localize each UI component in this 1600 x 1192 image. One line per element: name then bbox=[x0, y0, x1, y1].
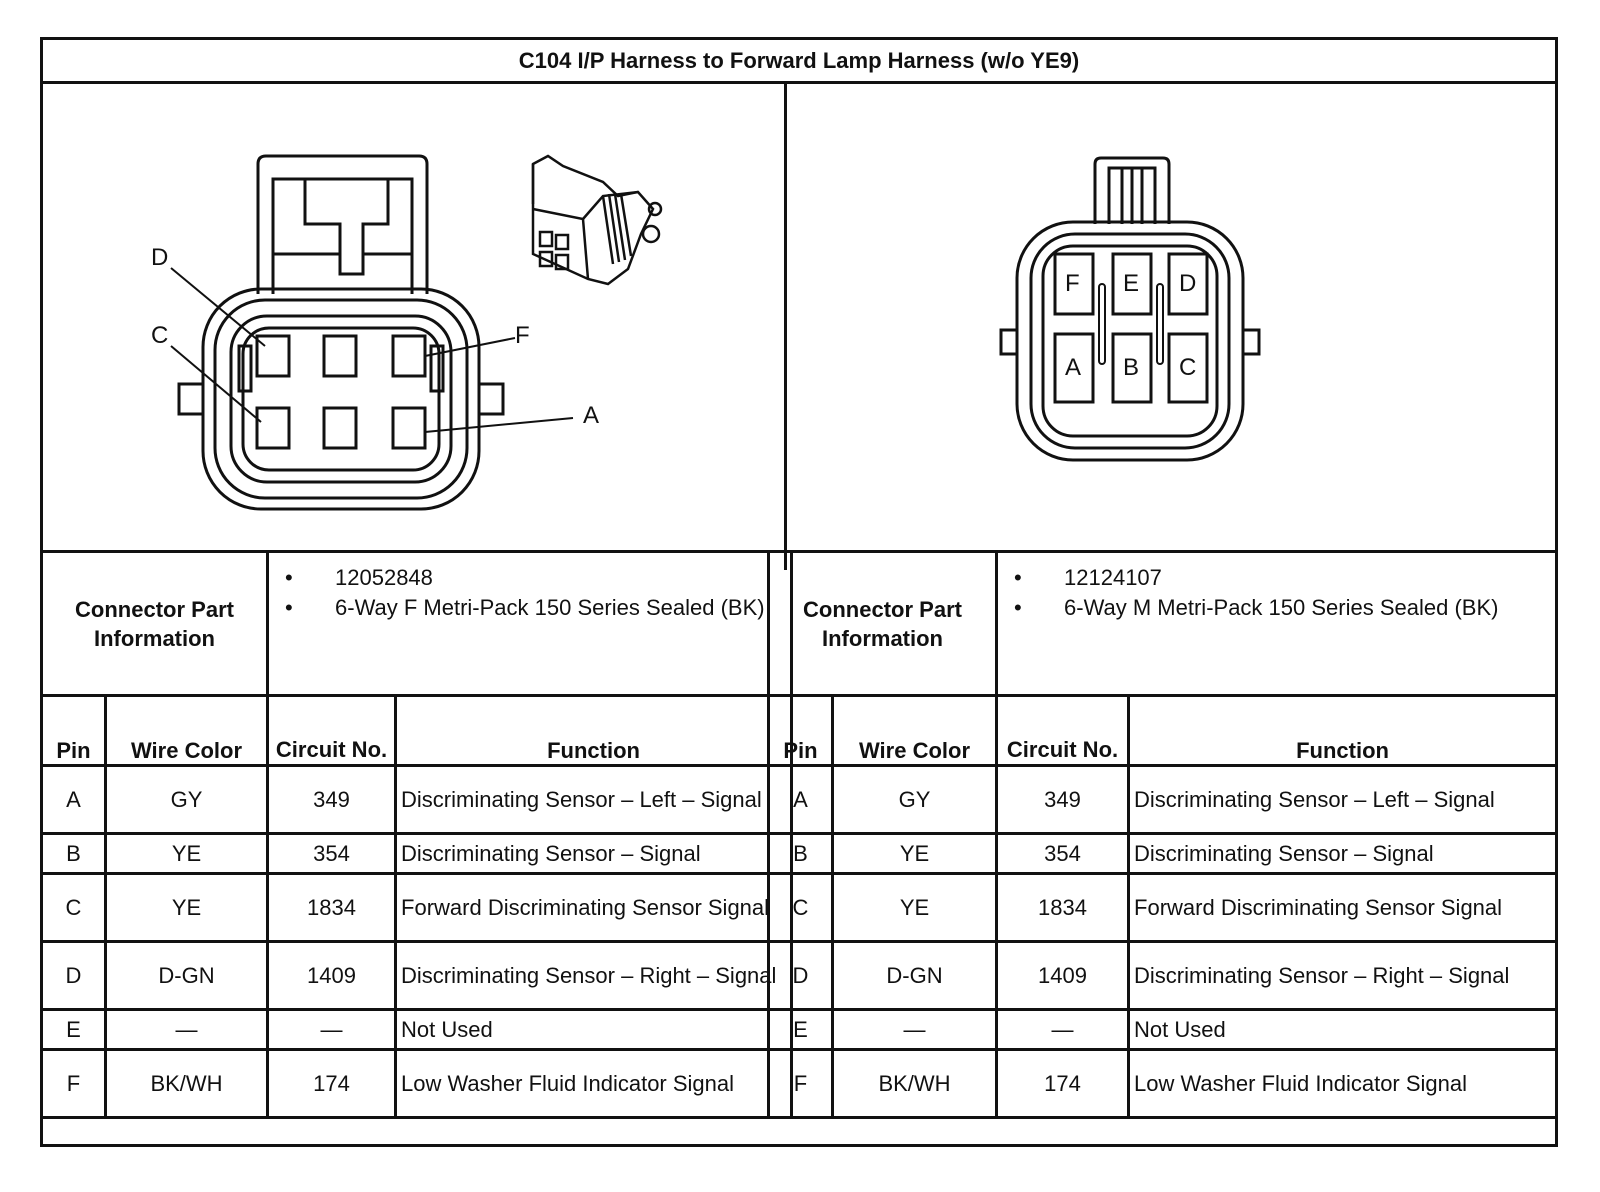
wire-color-cell: YE bbox=[833, 834, 997, 874]
connector-part-info bbox=[997, 552, 1557, 696]
circuit-cell: — bbox=[997, 1010, 1129, 1050]
connector-part-info-label: Connector Part Information bbox=[42, 552, 268, 696]
pin-cell: E bbox=[769, 1010, 833, 1050]
wire-color-cell: GY bbox=[833, 766, 997, 834]
pin-label-b-male: B bbox=[1123, 354, 1140, 381]
function-cell: Discriminating Sensor – Right – Signal bbox=[1129, 942, 1557, 1010]
pin-label-c: C bbox=[151, 322, 169, 349]
pin-label-a: A bbox=[583, 402, 600, 429]
table-row bbox=[769, 834, 1557, 874]
table-row bbox=[42, 942, 792, 1010]
pin-cell: F bbox=[42, 1050, 106, 1118]
wire-color-cell: YE bbox=[106, 874, 268, 942]
pin-cell: B bbox=[42, 834, 106, 874]
isometric-connector-view bbox=[533, 156, 661, 284]
function-cell: Discriminating Sensor – Left – Signal bbox=[396, 766, 792, 834]
table-row bbox=[769, 1010, 1557, 1050]
circuit-cell: 349 bbox=[268, 766, 396, 834]
header-function: Function bbox=[1129, 696, 1557, 766]
wire-color-cell: YE bbox=[833, 874, 997, 942]
cavity-a bbox=[393, 408, 425, 448]
header-pin: Pin bbox=[42, 696, 106, 766]
circuit-cell: 174 bbox=[268, 1050, 396, 1118]
function-cell: Not Used bbox=[1129, 1010, 1557, 1050]
pin-cell: C bbox=[769, 874, 833, 942]
circuit-cell: 174 bbox=[997, 1050, 1129, 1118]
pin-cell: E bbox=[42, 1010, 106, 1050]
left-connector-panel bbox=[43, 84, 787, 570]
header-circuit: Circuit No. bbox=[268, 696, 396, 766]
part-description: • 6-Way M Metri-Pack 150 Series Sealed (BK) bbox=[1064, 593, 1551, 623]
part-description: • 6-Way F Metri-Pack 150 Series Sealed (BK) bbox=[335, 593, 786, 623]
function-cell: Discriminating Sensor – Signal bbox=[396, 834, 792, 874]
connector-sheet bbox=[40, 37, 1558, 1147]
circuit-cell: 354 bbox=[268, 834, 396, 874]
wire-color-cell: GY bbox=[106, 766, 268, 834]
header-circuit: Circuit No. bbox=[997, 696, 1129, 766]
pin-cell: D bbox=[42, 942, 106, 1010]
circuit-cell: 1834 bbox=[268, 874, 396, 942]
pin-cell: B bbox=[769, 834, 833, 874]
function-cell: Not Used bbox=[396, 1010, 792, 1050]
function-cell: Discriminating Sensor – Right – Signal bbox=[396, 942, 792, 1010]
wire-color-cell: — bbox=[106, 1010, 268, 1050]
header-pin: Pin bbox=[769, 696, 833, 766]
table-row bbox=[42, 1050, 792, 1118]
pin-label-f-male: F bbox=[1065, 270, 1080, 297]
right-pinout-table bbox=[767, 550, 1558, 1119]
cavity-b bbox=[324, 408, 356, 448]
connector-part-info-label: Connector Part Information bbox=[769, 552, 997, 696]
pin-label-d-male: D bbox=[1179, 270, 1197, 297]
male-connector-drawing bbox=[787, 84, 1555, 570]
table-row bbox=[769, 1050, 1557, 1118]
circuit-cell: 354 bbox=[997, 834, 1129, 874]
pin-cell: F bbox=[769, 1050, 833, 1118]
wire-color-cell: YE bbox=[106, 834, 268, 874]
connector-part-info bbox=[268, 552, 792, 696]
pin-cell: A bbox=[769, 766, 833, 834]
header-wire-color: Wire Color bbox=[106, 696, 268, 766]
table-row bbox=[42, 1010, 792, 1050]
pin-label-a-male: A bbox=[1065, 354, 1082, 381]
cavity-e bbox=[324, 336, 356, 376]
circuit-cell: 1409 bbox=[268, 942, 396, 1010]
cavity-c bbox=[257, 408, 289, 448]
pin-label-c-male: C bbox=[1179, 354, 1197, 381]
circuit-cell: 349 bbox=[997, 766, 1129, 834]
cavity-d bbox=[257, 336, 289, 376]
circuit-cell: — bbox=[268, 1010, 396, 1050]
wire-color-cell: BK/WH bbox=[106, 1050, 268, 1118]
table-row bbox=[42, 874, 792, 942]
part-number: • 12052848 bbox=[335, 563, 786, 593]
wire-color-cell: D-GN bbox=[106, 942, 268, 1010]
function-cell: Forward Discriminating Sensor Signal bbox=[1129, 874, 1557, 942]
pin-label-f: F bbox=[515, 322, 530, 349]
circuit-cell: 1409 bbox=[997, 942, 1129, 1010]
function-cell: Discriminating Sensor – Signal bbox=[1129, 834, 1557, 874]
pin-cell: C bbox=[42, 874, 106, 942]
table-row bbox=[42, 834, 792, 874]
function-cell: Discriminating Sensor – Left – Signal bbox=[1129, 766, 1557, 834]
pin-label-d: D bbox=[151, 244, 169, 271]
part-number: • 12124107 bbox=[1064, 563, 1551, 593]
header-function: Function bbox=[396, 696, 792, 766]
function-cell: Low Washer Fluid Indicator Signal bbox=[396, 1050, 792, 1118]
left-pinout-table bbox=[40, 550, 793, 1119]
function-cell: Forward Discriminating Sensor Signal bbox=[396, 874, 792, 942]
table-row bbox=[769, 766, 1557, 834]
wire-color-cell: BK/WH bbox=[833, 1050, 997, 1118]
wire-color-cell: D-GN bbox=[833, 942, 997, 1010]
wire-color-cell: — bbox=[833, 1010, 997, 1050]
pin-cell: D bbox=[769, 942, 833, 1010]
table-row bbox=[769, 874, 1557, 942]
table-row bbox=[769, 942, 1557, 1010]
function-cell: Low Washer Fluid Indicator Signal bbox=[1129, 1050, 1557, 1118]
pin-label-e-male: E bbox=[1123, 270, 1140, 297]
cavity-f bbox=[393, 336, 425, 376]
header-wire-color: Wire Color bbox=[833, 696, 997, 766]
sheet-title: C104 I/P Harness to Forward Lamp Harness (w/o YE9) bbox=[43, 40, 1555, 84]
circuit-cell: 1834 bbox=[997, 874, 1129, 942]
table-row bbox=[42, 766, 792, 834]
pin-cell: A bbox=[42, 766, 106, 834]
right-connector-panel bbox=[787, 84, 1555, 570]
